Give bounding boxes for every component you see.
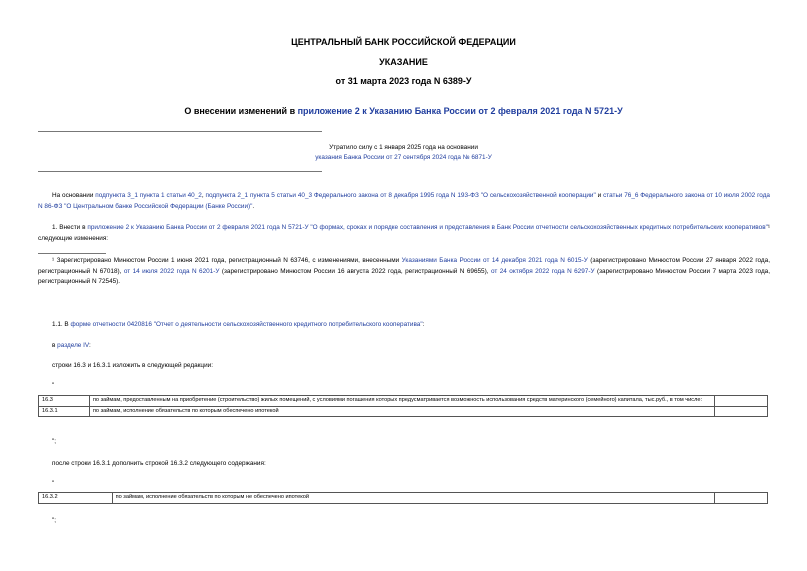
footnote-link-1[interactable]: Указаниями Банка России от 14 декабря 2021 года N 6015-У (401, 257, 588, 264)
repeal-note-link[interactable] (0, 153, 807, 163)
row-text: по займам, исполнение обязательств по которым не обеспечено ипотекой (112, 493, 714, 504)
item1-text-2: ¹ следующие изменения: (38, 224, 770, 242)
item1-1-text-1: 1.1. В (52, 321, 71, 328)
section-iv-link[interactable]: разделе IV (57, 342, 89, 349)
section-iv-text-2: : (88, 342, 91, 349)
item1-text-1: 1. Внести в (52, 224, 88, 231)
item-1 (38, 223, 770, 244)
doc-date-number: от 31 марта 2023 года N 6389-У (335, 76, 472, 86)
item1-1-text-2: : (422, 321, 425, 328)
doc-title (0, 106, 807, 116)
row-value-cell (714, 493, 767, 504)
basis-text-2: , (201, 192, 206, 199)
basis-link-3[interactable]: статьи 76_6 Федерального закона от 10 июля 2002 года N 86-ФЗ "О Центральном банке Российской Федерации (Банке России)" (38, 192, 770, 210)
basis-link-1[interactable]: подпункта 3_1 пункта 1 статьи 40_2 (95, 192, 202, 199)
table-row-16-3-2 (38, 492, 768, 504)
footnote-text-1: ¹ Зарегистрировано Минюстом России 1 июня 2021 года, регистрационный N 63746, с изменениями, внесенными (52, 257, 402, 264)
repeal-note-line1: Утратило силу с 1 января 2025 года на основании (329, 144, 478, 151)
org-name: ЦЕНТРАЛЬНЫЙ БАНК РОССИЙСКОЙ ФЕДЕРАЦИИ (291, 37, 516, 47)
repeal-note-link-text[interactable]: указания Банка России от 27 сентября 2024 года № 6871-У (315, 154, 492, 161)
section-iv-text-1: в (52, 342, 58, 349)
basis-text-1: На основании (52, 192, 96, 199)
close-quote-1: "; (52, 438, 57, 445)
table-row (39, 396, 768, 407)
doc-title-link[interactable]: приложение 2 к Указанию Банка России от 2 февраля 2021 года N 5721-У (297, 106, 623, 116)
basis-text-3: и (595, 192, 604, 199)
footnote (38, 256, 770, 288)
table-row (39, 493, 768, 504)
row-code: 16.3 (39, 396, 90, 407)
after-instruction: после строки 16.3.1 дополнить строкой 16.3.2 следующего содержания: (52, 460, 266, 467)
open-quote-2: " (52, 480, 55, 487)
footnote-text-4: (зарегистрировано Минюстом России 7 марта 2023 года, регистрационный N 72545). (38, 267, 770, 285)
footnote-text-3: (зарегистрировано Минюстом России 16 августа 2022 года, регистрационный N 69655), (219, 267, 491, 275)
row-text: по займам, предоставленным на приобретение (строительство) жилых помещений, с условиями погашения которых предусматривается возможность использования средств материнского (семейного) капитала, тыс.руб., в том числе: (89, 396, 714, 407)
footnote-link-3[interactable]: от 24 октября 2022 года N 6297-У (490, 267, 595, 275)
doc-title-prefix: О внесении изменений в (184, 106, 298, 116)
basis-paragraph (38, 191, 770, 212)
footnote-divider (38, 253, 106, 254)
footnote-link-2[interactable]: от 14 июля 2022 года N 6201-У (123, 267, 220, 275)
open-quote-1: " (52, 382, 55, 389)
close-quote-2: "; (52, 517, 57, 524)
row-code: 16.3.1 (39, 406, 90, 417)
basis-text-4: . (252, 202, 255, 210)
divider-bottom (38, 171, 322, 172)
row-code: 16.3.2 (39, 493, 113, 504)
rows-instruction: строки 16.3 и 16.3.1 изложить в следующей редакции: (52, 362, 213, 369)
table-rows-16-3 (38, 395, 768, 417)
footnote-text-2: (зарегистрировано Минюстом России 27 января 2022 года, регистрационный N 67018), (38, 257, 770, 275)
basis-link-2[interactable]: подпункта 2_1 пункта 5 статьи 40_3 Федерального закона от 8 декабря 1995 года N 193-ФЗ "О сельскохозяйственной кооперации" (205, 192, 596, 199)
table-row (39, 406, 768, 417)
row-value-cell (715, 396, 768, 407)
item1-link[interactable]: приложение 2 к Указанию Банка России от 2 февраля 2021 года N 5721-У "О формах, сроках и порядке составления и представления в Банк России отчетности сельскохозяйственных кредитных потребительских кооперативов" (87, 224, 768, 231)
row-value-cell (715, 406, 768, 417)
section-iv (52, 341, 91, 351)
item-1-1 (52, 320, 424, 330)
item1-1-link[interactable]: форме отчетности 0420816 "Отчет о деятельности сельскохозяйственного кредитного потребительского кооператива" (70, 321, 423, 328)
row-text: по займам, исполнение обязательств по которым обеспечено ипотекой (89, 406, 714, 417)
divider-top (38, 131, 322, 132)
doc-type: УКАЗАНИЕ (379, 57, 428, 67)
